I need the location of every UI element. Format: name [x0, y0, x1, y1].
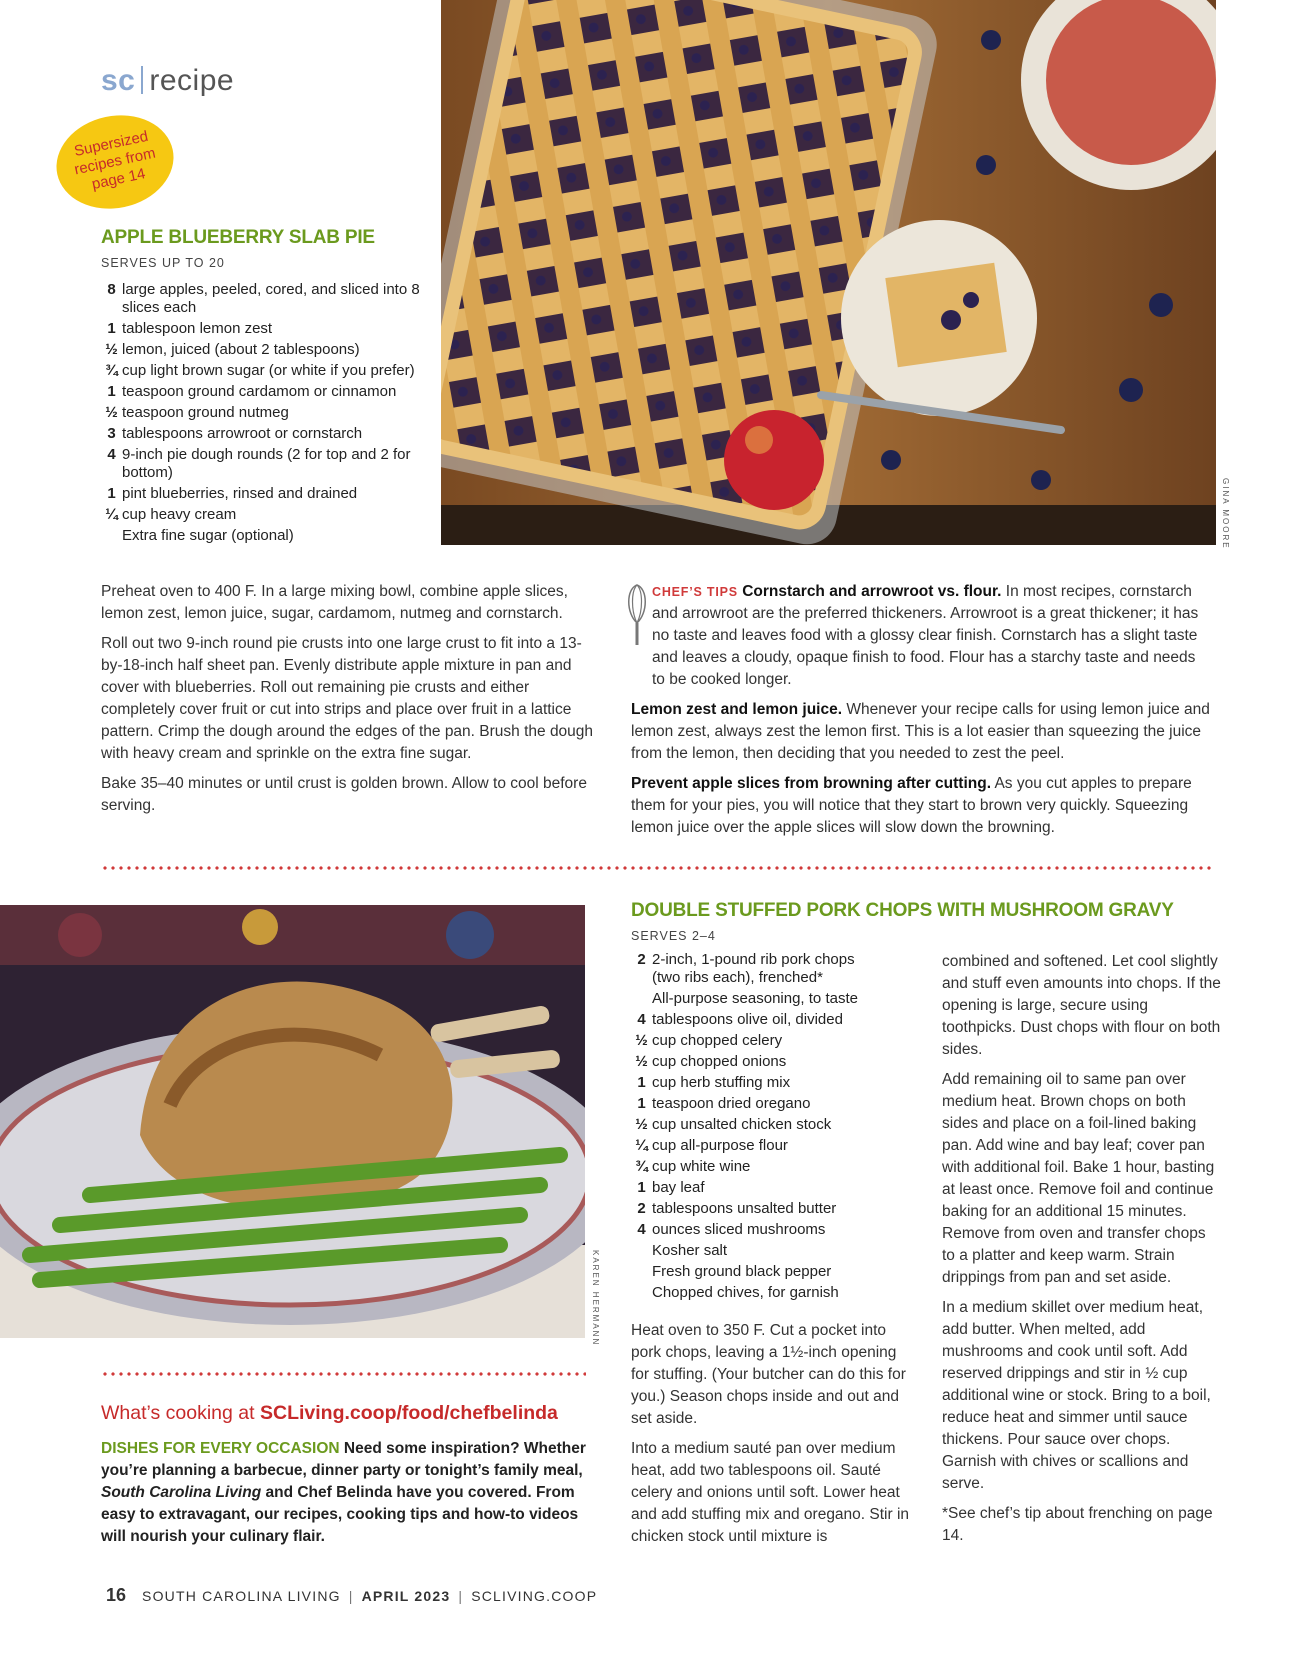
- recipe2-step: Heat oven to 350 F. Cut a pocket into pork chops, leaving a 1½-inch opening for stuffing. (Your butcher can do this for you.) Season chops inside and out and set aside.: [631, 1322, 906, 1427]
- ingredient-item: [101, 506, 421, 524]
- ingredient-qty: 1: [637, 1179, 646, 1196]
- ingredient-item: [101, 485, 421, 503]
- ingredient-text: ounces sliced mushrooms: [652, 1221, 826, 1238]
- ingredient-text: tablespoon lemon zest: [122, 320, 273, 337]
- cooking-heading-prefix: What’s cooking at: [101, 1402, 260, 1424]
- occasion-text-1: Need some inspiration? Whether you’re planning a barbecue, dinner party or tonight’s family meal,: [101, 1440, 586, 1479]
- ingredient-text: cup chopped celery: [652, 1032, 783, 1049]
- ingredient-qty: 3: [107, 425, 116, 442]
- recipe2-serves: SERVES 2–4: [631, 929, 716, 943]
- ingredient-item: [631, 1137, 876, 1155]
- ingredient-qty: [631, 1284, 652, 1302]
- ingredient-text: Chopped chives, for garnish: [652, 1284, 839, 1301]
- footer-separator: |: [458, 1588, 464, 1604]
- ingredient-item: [631, 1032, 876, 1050]
- supersized-badge: [48, 105, 183, 220]
- tip-1-head: Cornstarch and arrowroot vs. flour.: [742, 583, 1002, 600]
- ingredient-item: [631, 951, 876, 987]
- tip-2-text: Whenever your recipe calls for using lemon juice and lemon zest, always zest the lemon first. This is a lot easier than squeezing the juice from the lemon, then deciding that you needed to zest the peel.: [631, 701, 1210, 762]
- ingredient-item: [631, 1158, 876, 1176]
- recipe1-ingredients: [101, 281, 421, 548]
- recipe1-directions: [101, 581, 601, 825]
- page-footer: [106, 1585, 597, 1606]
- ingredient-qty: 1: [637, 1095, 646, 1112]
- ingredient-item: [101, 341, 421, 359]
- ingredient-text: tablespoons olive oil, divided: [652, 1011, 843, 1028]
- ingredient-text: cup all-purpose flour: [652, 1137, 788, 1154]
- ingredient-text: cup light brown sugar (or white if you prefer): [122, 362, 415, 379]
- ingredient-qty: [631, 1242, 652, 1260]
- ingredient-qty: ½: [105, 341, 118, 358]
- ingredient-item: [101, 446, 421, 482]
- recipe2-ingredients: [631, 951, 876, 1305]
- ingredient-item: [631, 1116, 876, 1134]
- ingredient-item: [101, 404, 421, 422]
- recipe2-step: Add remaining oil to same pan over medium heat. Brown chops on both sides and place on a foil-lined baking pan. Add wine and bay leaf; cover pan with additional foil. Bake 1 hour, basting at least once. Remove foil and continue baking for an additional 15 minutes. Remove from oven and transfer chops to a platter and keep warm. Strain drippings from pan and set aside.: [942, 1071, 1215, 1286]
- ingredient-text: cup heavy cream: [122, 506, 237, 523]
- ingredient-qty: 1: [637, 1074, 646, 1091]
- ingredient-qty: 4: [107, 446, 116, 463]
- ingredient-text: Extra fine sugar (optional): [122, 527, 294, 544]
- ingredient-text: teaspoon ground nutmeg: [122, 404, 289, 421]
- tips-label: CHEF’S TIPS: [652, 585, 738, 599]
- pork-photo: [0, 905, 585, 1338]
- ingredient-qty: ¾: [105, 362, 118, 379]
- ingredient-item: [631, 1179, 876, 1197]
- recipe2-directions-left: [631, 1320, 911, 1556]
- ingredient-qty: 4: [637, 1221, 646, 1238]
- ingredient-item: [631, 1095, 876, 1113]
- dishes-for-every-occasion: [101, 1438, 591, 1548]
- ingredient-qty: [631, 1263, 652, 1281]
- ingredient-item: [631, 1263, 876, 1281]
- section-divider: [101, 866, 1213, 870]
- pie-photo-credit: GINA MOORE: [1221, 478, 1230, 550]
- ingredient-qty: ½: [635, 1116, 648, 1133]
- occasion-label: DISHES FOR EVERY OCCASION: [101, 1440, 340, 1457]
- ingredient-qty: 2: [637, 1200, 646, 1217]
- tip-3-head: Prevent apple slices from browning after cutting.: [631, 775, 992, 792]
- occasion-magazine: South Carolina Living: [101, 1484, 262, 1501]
- ingredient-text: Fresh ground black pepper: [652, 1263, 832, 1280]
- cooking-heading: [101, 1402, 558, 1425]
- pork-photo-credit: KAREN HERMANN: [591, 1250, 600, 1347]
- ingredient-qty: 1: [107, 320, 116, 337]
- ingredient-qty: 2: [637, 951, 646, 968]
- ingredient-qty: ¼: [105, 506, 118, 523]
- ingredient-item: [101, 320, 421, 338]
- recipe2-step: In a medium skillet over medium heat, add butter. When melted, add mushrooms and cook until soft. Add reserved drippings and stir in ½ cup additional wine or stock. Bring to a boil, reduce heat and simmer until sauce thickens. Pour sauce over chops. Garnish with chives or scallions and serve.: [942, 1299, 1211, 1492]
- recipe1-step: Preheat oven to 400 F. In a large mixing bowl, combine apple slices, lemon zest, lemon juice, sugar, cardamom, nutmeg and cornstarch.: [101, 583, 568, 622]
- recipe2-step: Into a medium sauté pan over medium heat, add two tablespoons oil. Sauté celery and onions until soft. Lower heat and add stuffing mix and oregano. Stir in chicken stock until mixture is: [631, 1440, 910, 1545]
- recipe2-step: combined and softened. Let cool slightly and stuff even amounts into chops. If the opening is large, secure using toothpicks. Dust chops with flour on both sides.: [942, 953, 1221, 1058]
- ingredient-text: pint blueberries, rinsed and drained: [122, 485, 358, 502]
- recipe1-step: Bake 35–40 minutes or until crust is golden brown. Allow to cool before serving.: [101, 775, 587, 814]
- ingredient-qty: ½: [635, 1032, 648, 1049]
- tip-2-head: Lemon zest and lemon juice.: [631, 701, 843, 718]
- ingredient-text: tablespoons arrowroot or cornstarch: [122, 425, 363, 442]
- ingredient-qty: 1: [107, 485, 116, 502]
- ingredient-item: [631, 1284, 876, 1302]
- ingredient-item: [631, 1221, 876, 1239]
- recipe2-title: DOUBLE STUFFED PORK CHOPS WITH MUSHROOM GRAVY: [631, 900, 1174, 921]
- footer-separator: |: [348, 1588, 354, 1604]
- brand-divider: [141, 66, 143, 94]
- ingredient-item: [101, 383, 421, 401]
- ingredient-item: [101, 281, 421, 317]
- recipe2-directions-right: [942, 951, 1222, 1555]
- recipe1-serves: SERVES UP TO 20: [101, 256, 225, 270]
- ingredient-item: [101, 527, 421, 545]
- section-header: [101, 64, 234, 98]
- badge-text: Supersized recipes from page 14: [72, 127, 158, 194]
- ingredient-item: [631, 1242, 876, 1260]
- tip-2: [631, 699, 1211, 765]
- ingredient-item: [631, 1053, 876, 1071]
- ingredient-text: teaspoon dried oregano: [652, 1095, 811, 1112]
- ingredient-item: [631, 1011, 876, 1029]
- ingredient-text: 9-inch pie dough rounds (2 for top and 2 for bottom): [122, 446, 411, 481]
- ingredient-text: All-purpose seasoning, to taste: [652, 990, 858, 1007]
- cooking-divider: [101, 1372, 586, 1376]
- footer-magazine: SOUTH CAROLINA LIVING: [142, 1588, 341, 1604]
- ingredient-text: cup herb stuffing mix: [652, 1074, 791, 1091]
- footer-site: SCLIVING.COOP: [471, 1588, 598, 1604]
- occasion-text-2: and Chef Belinda have you covered. From easy to extravagant, our recipes, cooking tips and how-to videos will nourish your culinary flair.: [101, 1484, 579, 1545]
- pork-illustration: [0, 905, 585, 1338]
- ingredient-text: bay leaf: [652, 1179, 705, 1196]
- page-number: 16: [106, 1585, 127, 1605]
- ingredient-item: [101, 425, 421, 443]
- ingredient-item: [631, 1200, 876, 1218]
- pie-photo: [441, 0, 1216, 545]
- ingredient-text: 2-inch, 1-pound rib pork chops (two ribs each), frenched*: [652, 951, 855, 986]
- pie-illustration: [441, 0, 1216, 545]
- ingredient-item: [631, 990, 876, 1008]
- ingredient-text: large apples, peeled, cored, and sliced into 8 slices each: [122, 281, 420, 316]
- ingredient-text: cup chopped onions: [652, 1053, 787, 1070]
- ingredient-qty: [631, 990, 652, 1008]
- recipe1-step: Roll out two 9-inch round pie crusts into one large crust to fit into a 13-by-18-inch half sheet pan. Evenly distribute apple mixture in pan and cover with blueberries. Roll out remaining pie crusts and either completely cover fruit or cut into strips and place over fruit in a lattice pattern. Crimp the dough around the edges of the pan. Brush the dough with heavy cream and sprinkle on the extra fine sugar.: [101, 635, 594, 762]
- ingredient-qty: 8: [107, 281, 116, 298]
- ingredient-text: cup unsalted chicken stock: [652, 1116, 832, 1133]
- ingredient-qty: 4: [637, 1011, 646, 1028]
- tip-3-text: As you cut apples to prepare them for your pies, you will notice that they start to brown very quickly. Squeezing lemon juice over the apple slices will slow down the browning.: [631, 775, 1192, 836]
- ingredient-text: tablespoons unsalted butter: [652, 1200, 837, 1217]
- tip-1-text: In most recipes, cornstarch and arrowroot are the preferred thickeners. Arrowroot is a great thickener; it has no taste and leaves food with a glossy clear finish. Cornstarch has a slight taste and leaves a cloudy, opaque finish to food. Flour has a starchy taste and needs to be cooked longer.: [652, 583, 1199, 688]
- ingredient-item: [101, 362, 421, 380]
- ingredient-qty: [101, 527, 122, 545]
- ingredient-qty: ¾: [635, 1158, 648, 1175]
- footer-issue: APRIL 2023: [361, 1588, 451, 1604]
- tip-3: [631, 773, 1211, 839]
- recipe2-footnote: *See chef’s tip about frenching on page 14.: [942, 1505, 1213, 1544]
- ingredient-qty: ½: [635, 1053, 648, 1070]
- tip-1: [631, 581, 1211, 691]
- ingredient-text: Kosher salt: [652, 1242, 728, 1259]
- ingredient-text: teaspoon ground cardamom or cinnamon: [122, 383, 397, 400]
- ingredient-qty: ½: [105, 404, 118, 421]
- recipe1-title: APPLE BLUEBERRY SLAB PIE: [101, 227, 375, 248]
- ingredient-item: [631, 1074, 876, 1092]
- ingredient-qty: 1: [107, 383, 116, 400]
- brand-word: recipe: [149, 64, 235, 97]
- chefs-tips: [631, 581, 1211, 847]
- ingredient-qty: ¼: [635, 1137, 648, 1154]
- ingredient-text: lemon, juiced (about 2 tablespoons): [122, 341, 360, 358]
- chefbelinda-link[interactable]: SCLiving.coop/food/chefbelinda: [259, 1402, 558, 1424]
- brand-sc: sc: [101, 64, 136, 97]
- ingredient-text: cup white wine: [652, 1158, 751, 1175]
